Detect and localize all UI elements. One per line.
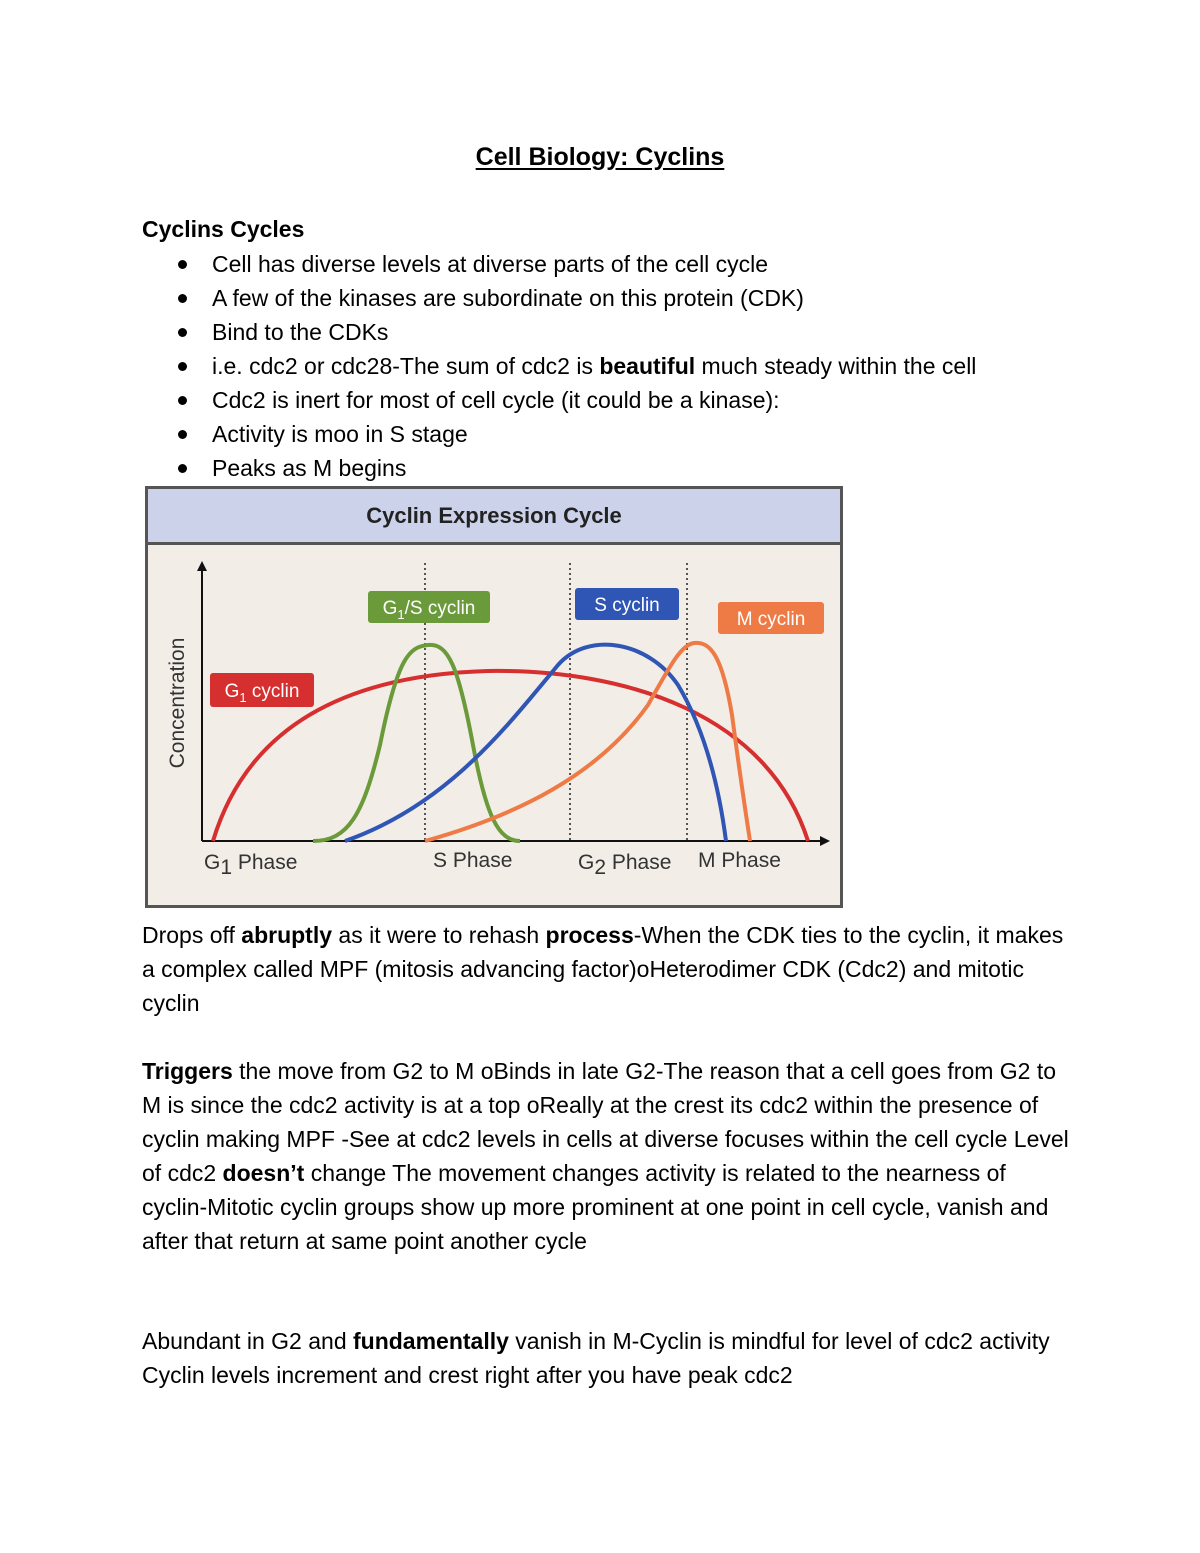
paragraph-text: vanish in M-Cyclin is mindful for level of cdc2 activity Cyclin levels increment and crest right after you have peak cdc2 [142, 1328, 1050, 1388]
bullet-item [142, 451, 1102, 485]
paragraph-text: the move from G2 to M oBinds in late G2-The reason that a cell goes from G2 to M is since the cdc2 activity is at a top oReally at the crest its cdc2 within the presence of cyclin making MPF -See at cdc2 levels in cells at diverse focuses within the cell cycle Level of cdc2 [142, 1058, 1069, 1186]
paragraph-text: -When the CDK ties to the cyclin, it makes a complex called MPF (mitosis advancing factor)oHeterodimer CDK (Cdc2) and mitotic cyclin [142, 922, 1064, 1016]
bullet-dot [178, 260, 187, 269]
paragraph-triggers [142, 1054, 1072, 1258]
page-title: Cell Biology: Cyclins [475, 143, 725, 171]
y-axis-label: Concentration [166, 637, 189, 769]
bullet-item [142, 247, 1102, 281]
paragraph-mpf [142, 918, 1072, 1020]
g1s-cyclin-label [368, 591, 490, 623]
svg-text:M cyclin: M cyclin [736, 609, 806, 630]
bullet-text: Bind to the CDKs [212, 319, 389, 345]
m-cyclin-label [718, 602, 824, 634]
bullet-item [142, 349, 1102, 383]
bullet-text-end: much steady within the cell [695, 353, 977, 379]
svg-text:S cyclin: S cyclin [594, 595, 660, 616]
paragraph-text: as it were to rehash [332, 922, 546, 948]
bullet-dot [178, 362, 187, 371]
cyclin-diagram [148, 545, 840, 908]
bullet-dot [178, 294, 187, 303]
paragraph-abundant [142, 1324, 1072, 1392]
s-cyclin-label [575, 588, 679, 620]
bullet-text: A few of the kinases are subordinate on this protein (CDK) [212, 285, 804, 311]
bullet-text: Peaks as M begins [212, 455, 407, 481]
x-axis-arrow-icon [820, 836, 830, 846]
paragraph-text: change The movement changes activity is related to the nearness of cyclin-Mitotic cyclin groups show up more prominent at one point in cell cycle, vanish and after that return at same point another cycle [142, 1160, 1049, 1254]
paragraph-text: Drops off [142, 922, 242, 948]
bullet-item [142, 315, 1102, 349]
bullet-dot [178, 328, 187, 337]
paragraph-text: Abundant in G2 and [142, 1328, 353, 1354]
figure-title: Cyclin Expression Cycle [148, 489, 840, 545]
phase-label-s: S Phase [433, 849, 513, 872]
section-heading: Cyclins Cycles [142, 216, 305, 242]
phase-label-g1: G1 Phase [204, 851, 298, 879]
svg-text:G1/S cyclin: $G_1/S$ cyclin [382, 598, 476, 622]
s-cyclin-curve [345, 645, 726, 841]
paragraph-bold: process [545, 922, 634, 948]
phase-label-g2: G2 Phase [578, 851, 672, 879]
svg-text:G1 cyclin: $G_1$ cyclin [224, 681, 300, 705]
bullet-text: Activity is moo in S stage [212, 421, 468, 447]
paragraph-bold: fundamentally [353, 1328, 509, 1354]
y-axis-arrow-icon [197, 561, 207, 571]
bullet-text: Cell has diverse levels at diverse parts of the cell cycle [212, 251, 769, 277]
bullet-dot [178, 396, 187, 405]
bullet-dot [178, 430, 187, 439]
bullet-text-start: i.e. cdc2 or cdc28-The sum of cdc2 is [212, 353, 600, 379]
phase-label-m: M Phase [698, 849, 781, 872]
g1-cyclin-label [210, 673, 314, 707]
bullet-dot [178, 464, 187, 473]
paragraph-bold: Triggers [142, 1058, 233, 1084]
bullet-bold-word: beautiful [599, 353, 696, 379]
paragraph-bold: abruptly [241, 922, 333, 948]
bullet-item [142, 281, 1102, 315]
bullet-item [142, 383, 1102, 417]
paragraph-bold: doesn’t [222, 1160, 305, 1186]
bullet-item [142, 417, 1102, 451]
cyclin-expression-figure [145, 486, 843, 908]
bullet-list [142, 247, 1102, 485]
bullet-text: Cdc2 is inert for most of cell cycle (it could be a kinase): [212, 387, 780, 413]
